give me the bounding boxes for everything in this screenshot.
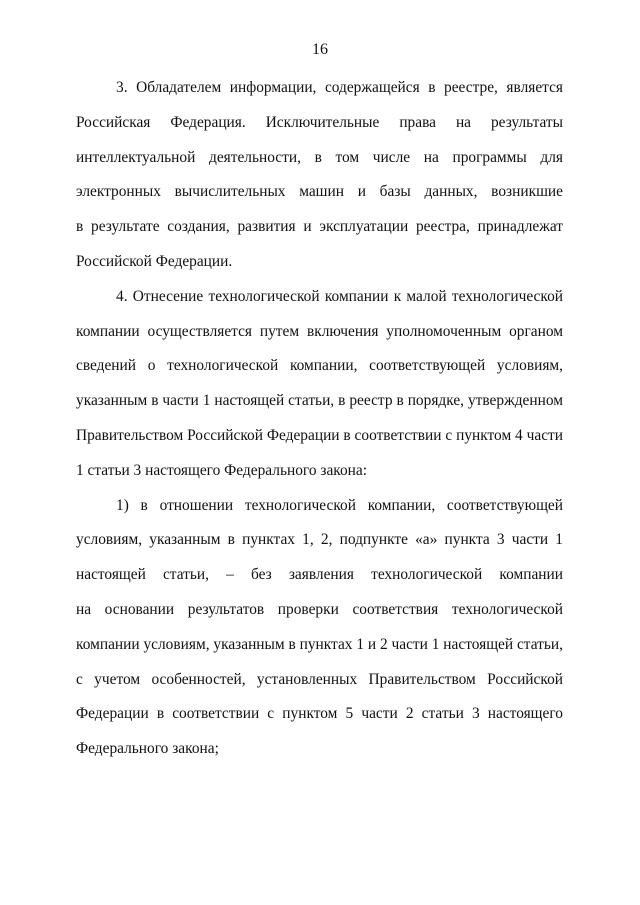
- paragraph-line: с учетом особенностей, установленных Правительством Российской: [76, 670, 563, 688]
- paragraph-line: в результате создания, развития и эксплуатации реестра, принадлежат: [76, 218, 563, 236]
- paragraph-line: сведений о технологической компании, соответствующей условиям,: [76, 357, 563, 375]
- paragraph-line: настоящей статьи, – без заявления технологической компании: [76, 566, 563, 584]
- paragraph-line: 4. Отнесение технологической компании к малой технологической: [116, 287, 563, 305]
- paragraph-line: 1) в отношении технологической компании, соответствующей: [116, 496, 563, 514]
- paragraph-classification: [76, 280, 563, 489]
- document-body: [76, 71, 563, 767]
- paragraph-ownership: [76, 71, 563, 280]
- paragraph-line: Правительством Российской Федерации в соответствии с пунктом 4 части: [76, 426, 563, 444]
- paragraph-line: интеллектуальной деятельности, в том числе на программы для: [76, 148, 563, 166]
- paragraph-line: Российская Федерация. Исключительные права на результаты: [76, 113, 563, 131]
- paragraph-line: условиям, указанным в пунктах 1, 2, подпункте «а» пункта 3 части 1: [76, 531, 563, 549]
- paragraph-line: Федерации в соответствии с пунктом 5 части 2 статьи 3 настоящего: [76, 705, 563, 723]
- paragraph-line: на основании результатов проверки соответствия технологической: [76, 600, 563, 618]
- paragraph-line: компании осуществляется путем включения уполномоченным органом: [76, 322, 563, 340]
- paragraph-line: Федерального закона;: [76, 740, 219, 758]
- paragraph-line: компании условиям, указанным в пунктах 1 и 2 части 1 настоящей статьи,: [76, 635, 563, 653]
- paragraph-line: указанным в части 1 настоящей статьи, в реестр в порядке, утвержденном: [76, 392, 563, 410]
- paragraph-line: 1 статьи 3 настоящего Федерального закона:: [76, 461, 368, 479]
- paragraph-item-1: [76, 489, 563, 767]
- paragraph-line: 3. Обладателем информации, содержащейся в реестре, является: [116, 79, 563, 96]
- page-number: 16: [312, 41, 328, 58]
- paragraph-line: Российской Федерации.: [76, 252, 233, 270]
- paragraph-line: электронных вычислительных машин и базы данных, возникшие: [76, 183, 563, 201]
